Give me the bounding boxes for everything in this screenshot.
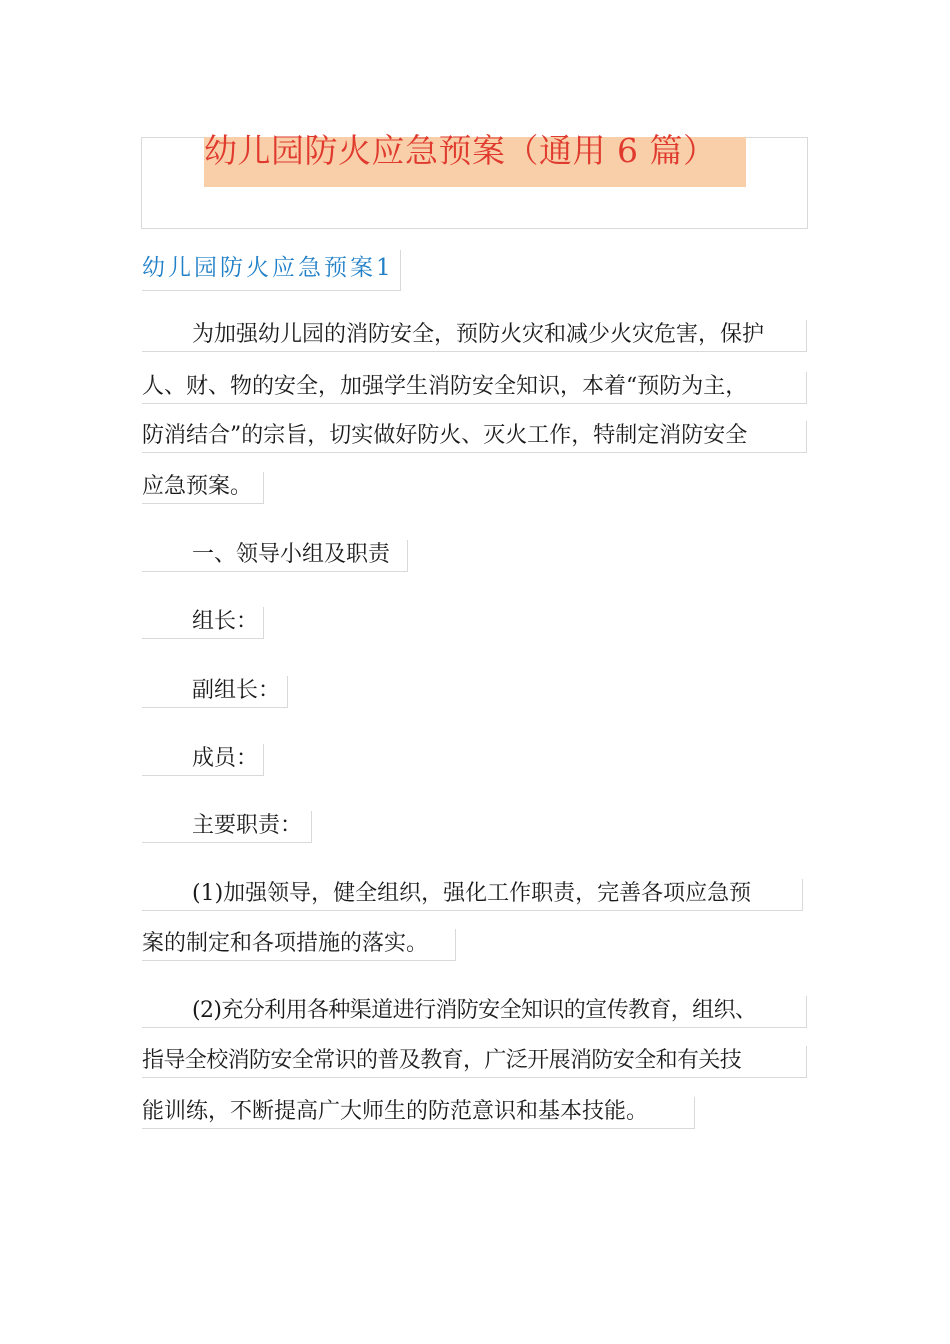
- role-members: 成员：: [142, 744, 264, 776]
- role-duties: 主要职责：: [142, 811, 312, 843]
- subheading-leadership: 一、领导小组及职责: [142, 540, 408, 572]
- paragraph-line: 人、财、物的安全，加强学生消防安全知识，本着“预防为主，: [142, 372, 807, 404]
- role-leader: 组长：: [142, 607, 264, 639]
- paragraph-line: 能训练，不断提高广大师生的防范意识和基本技能。: [142, 1097, 695, 1129]
- paragraph-line: (1)加强领导，健全组织，强化工作职责，完善各项应急预: [142, 879, 803, 911]
- paragraph-line: 指导全校消防安全常识的普及教育，广泛开展消防安全和有关技: [142, 1046, 807, 1078]
- section-heading: 幼儿园防火应急预案1: [142, 250, 401, 291]
- paragraph-line: (2)充分利用各种渠道进行消防安全知识的宣传教育，组织、: [142, 996, 807, 1028]
- document-title: 幼儿园防火应急预案（通用 6 篇）: [204, 131, 717, 170]
- paragraph-line: 应急预案。: [142, 472, 264, 504]
- paragraph-line: 防消结合”的宗旨，切实做好防火、灭火工作，特制定消防安全: [142, 421, 807, 453]
- paragraph-line: 为加强幼儿园的消防安全，预防火灾和减少火灾危害，保护: [142, 320, 807, 352]
- paragraph-line: 案的制定和各项措施的落实。: [142, 929, 456, 961]
- role-deputy: 副组长：: [142, 676, 288, 708]
